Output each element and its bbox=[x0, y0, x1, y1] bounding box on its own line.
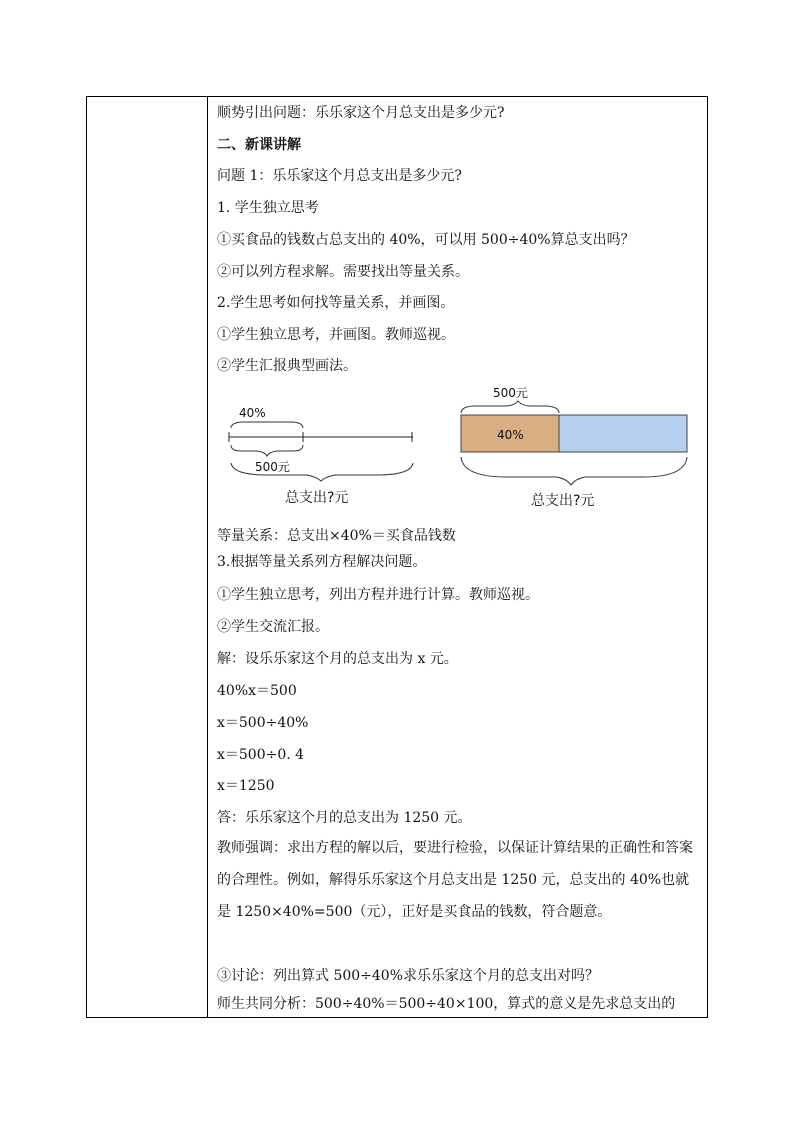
discussion-question: ③讨论：列出算式 500÷40%求乐乐家这个月的总支出对吗？ bbox=[217, 968, 600, 984]
line-segment-figures bbox=[217, 381, 701, 515]
right-rest-box bbox=[559, 415, 687, 452]
right-total-brace bbox=[461, 457, 687, 485]
step-2-heading: 2.学生思考如何找等量关系，并画图。 bbox=[217, 295, 455, 311]
left-top-brace bbox=[231, 422, 303, 428]
intro-question: 顺势引出问题：乐乐家这个月总支出是多少元? bbox=[217, 105, 505, 121]
right-top-brace bbox=[461, 401, 559, 413]
right-box-label: 40% bbox=[497, 428, 524, 442]
step-1-item-2: ②可以列方程求解。需要找出等量关系。 bbox=[217, 264, 469, 280]
left-diagram bbox=[229, 406, 413, 506]
left-total-label: 总支出?元 bbox=[285, 490, 349, 506]
section-heading: 二、新课讲解 bbox=[217, 137, 301, 153]
step-1-item-1: ①买食品的钱数占总支出的 40%，可以用 500÷40%算总支出吗？ bbox=[217, 232, 635, 248]
left-bottom-label: 500元 bbox=[255, 460, 290, 474]
step-3-heading: 3.根据等量关系列方程解决问题。 bbox=[217, 554, 427, 570]
step-2-item-1: ①学生独立思考，并画图。教师巡视。 bbox=[217, 327, 455, 343]
right-diagram bbox=[461, 386, 687, 509]
right-total-label: 总支出?元 bbox=[531, 493, 595, 509]
step-1-heading: 1. 学生独立思考 bbox=[217, 200, 319, 216]
answer-line: 答：乐乐家这个月的总支出为 1250 元。 bbox=[217, 810, 472, 826]
right-top-label: 500元 bbox=[493, 386, 528, 400]
equation-line-4: x＝1250 bbox=[217, 778, 275, 794]
left-bottom-brace bbox=[231, 445, 303, 456]
lesson-table bbox=[86, 96, 708, 1018]
left-top-label: 40% bbox=[239, 406, 266, 420]
joint-analysis: 师生共同分析：500÷40%＝500÷40×100，算式的意义是先求总支出的 bbox=[217, 996, 676, 1012]
question-1: 问题 1：乐乐家这个月总支出是多少元? bbox=[217, 168, 462, 184]
equal-relation: 等量关系：总支出×40%＝买食品钱数 bbox=[217, 528, 456, 544]
equation-line-3: x＝500÷0. 4 bbox=[217, 747, 305, 763]
step-3-item-2: ②学生交流汇报。 bbox=[217, 619, 329, 635]
step-3-item-1: ①学生独立思考，列出方程并进行计算。教师巡视。 bbox=[217, 587, 539, 603]
diagram-svg bbox=[217, 381, 701, 515]
solution-setup: 解：设乐乐家这个月的总支出为 x 元。 bbox=[217, 651, 458, 667]
equation-line-2: x＝500÷40% bbox=[217, 715, 309, 731]
equation-line-1: 40%x＝500 bbox=[217, 683, 297, 699]
column-divider bbox=[207, 97, 208, 1017]
step-2-item-2: ②学生汇报典型画法。 bbox=[217, 358, 357, 374]
teacher-emphasis-paragraph: 教师强调：求出方程的解以后，要进行检验，以保证计算结果的正确性和答案的合理性。例如，解得乐乐家这个月总支出是 1250 元，总支出的 40%也就是 1250×40%=500（元），正好是买食品的钱数，符合题意。 bbox=[217, 840, 693, 920]
